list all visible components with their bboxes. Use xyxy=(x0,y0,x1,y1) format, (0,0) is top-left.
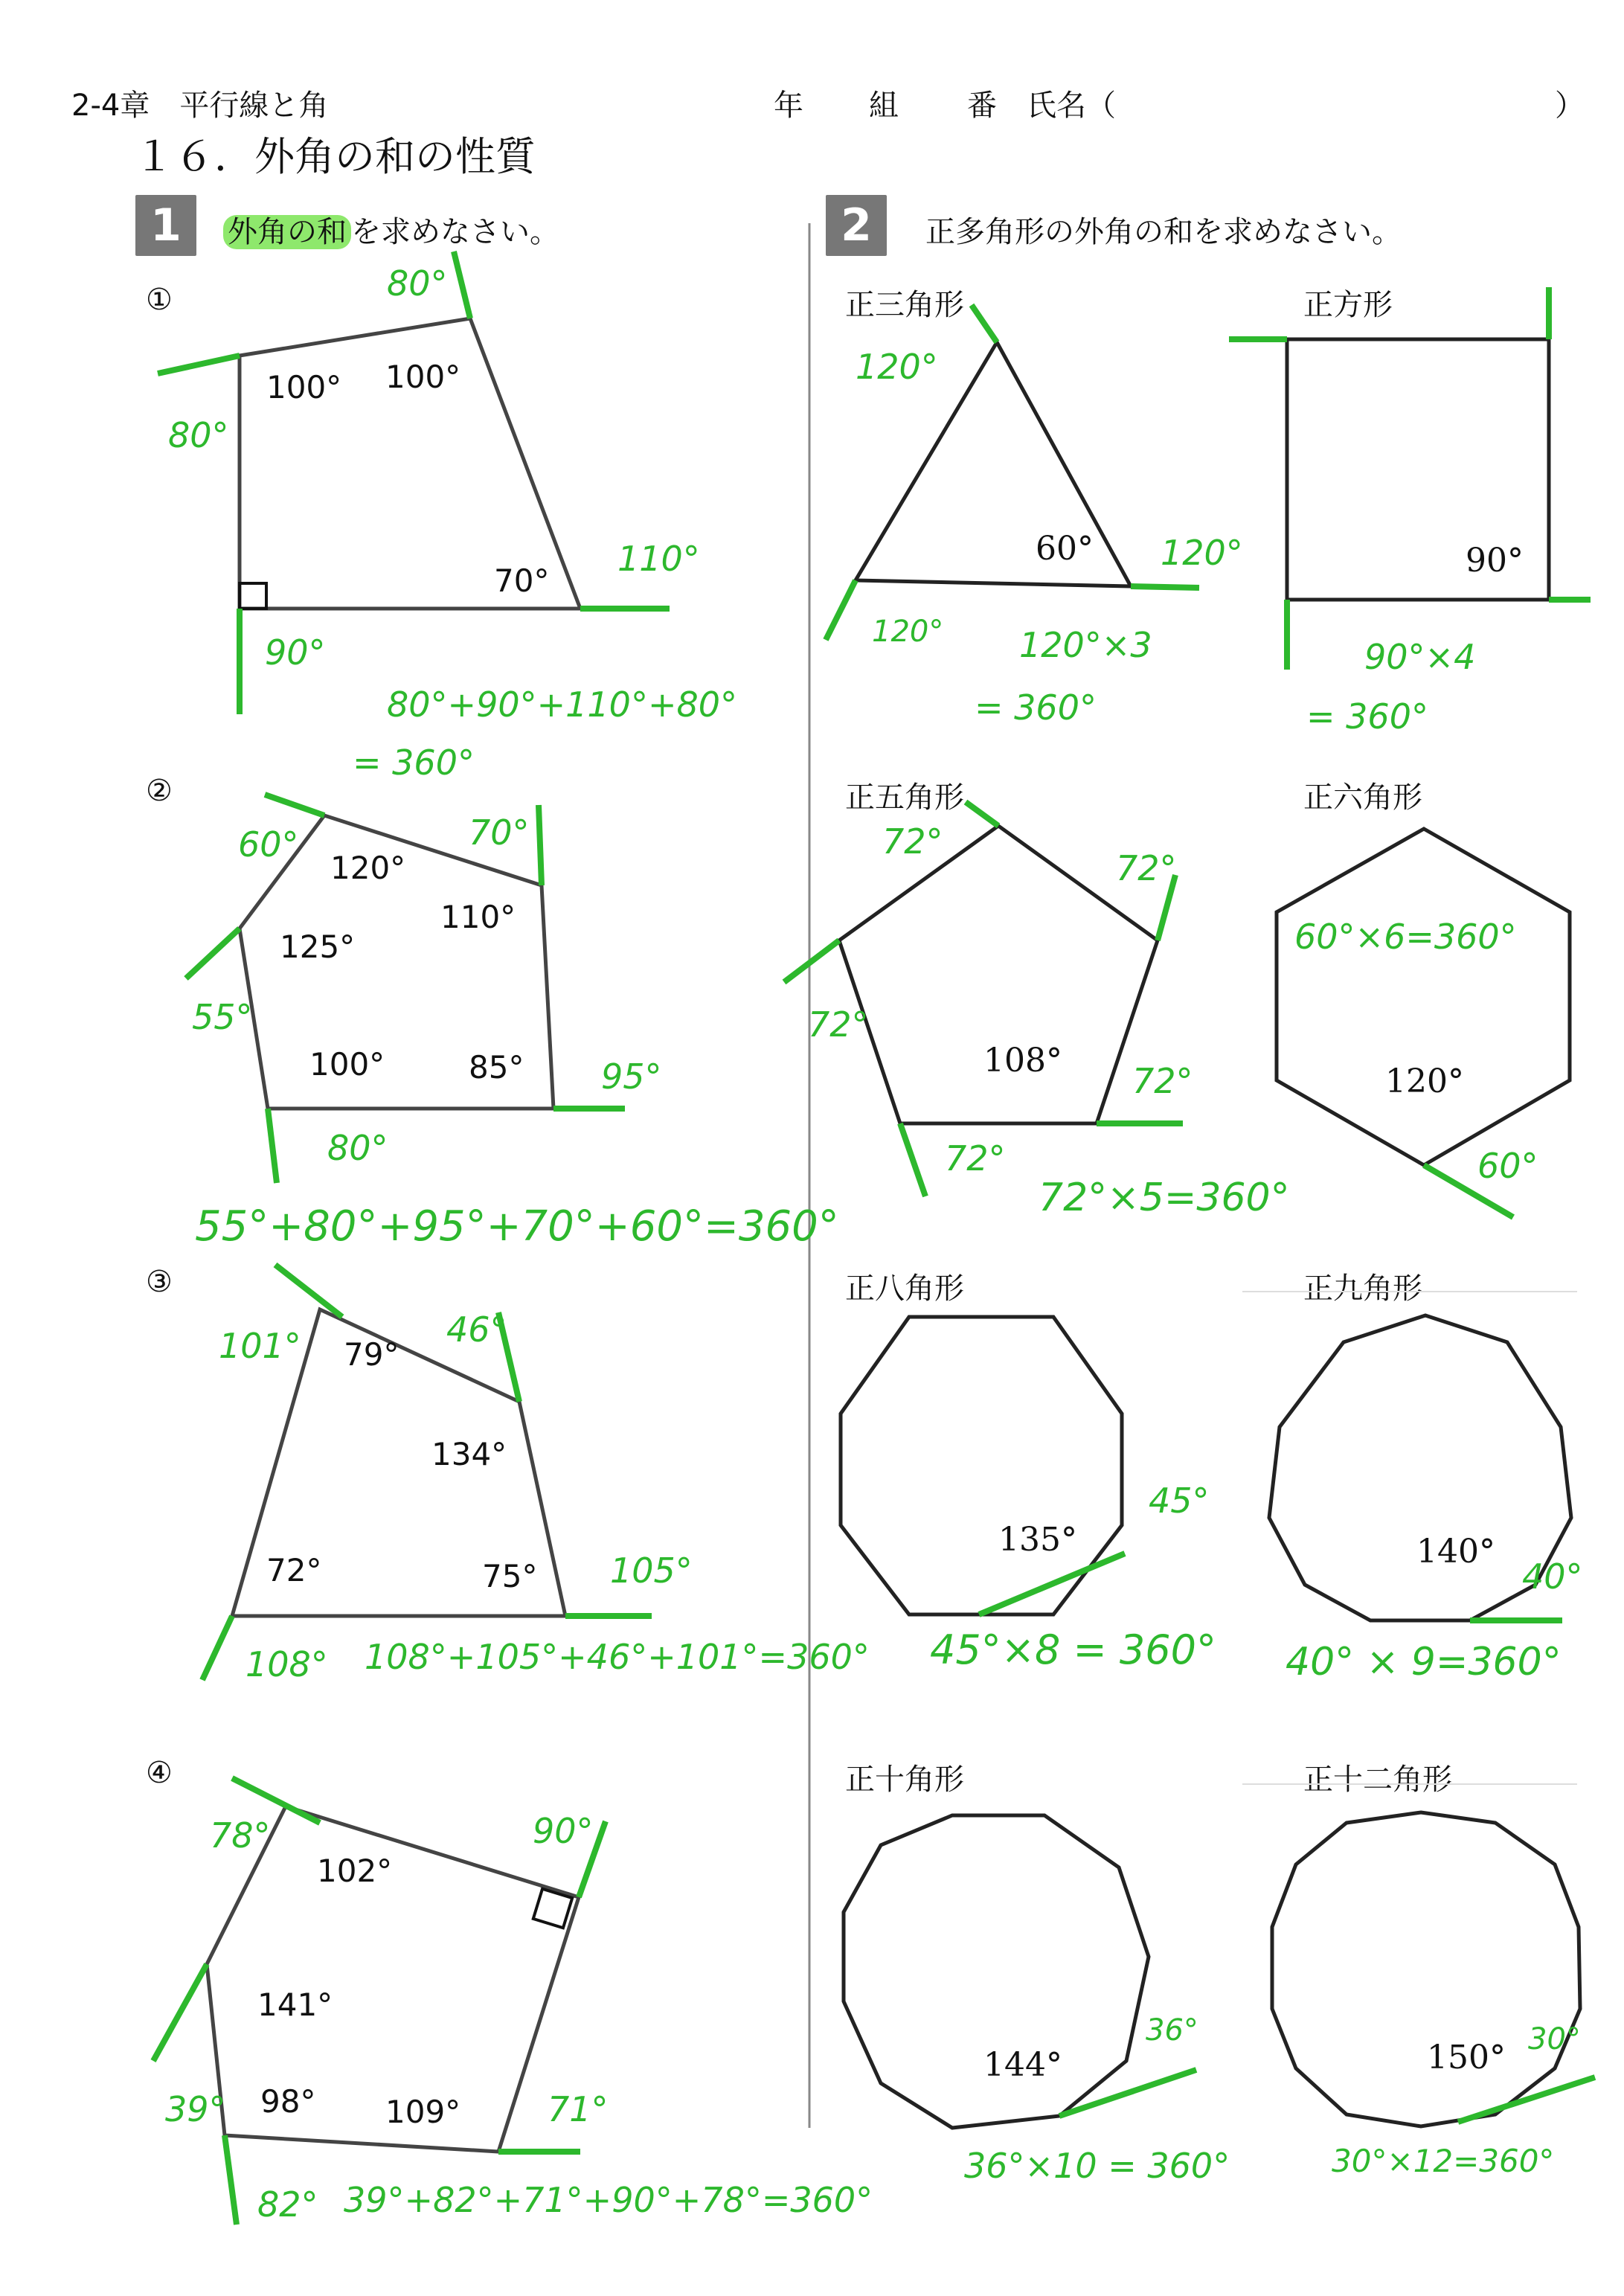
p2-exterior-2: 70° xyxy=(469,812,530,853)
p3-exterior-1: 101° xyxy=(219,1326,301,1366)
hexagon-interior: 120° xyxy=(1385,1062,1464,1100)
p3-interior-3: 72° xyxy=(266,1552,322,1588)
shape-label-nonagon: 正九角形 xyxy=(1303,1272,1422,1306)
p4-interior-2: 141° xyxy=(257,1986,333,2023)
nonagon-interior: 140° xyxy=(1416,1533,1495,1571)
number-label: 番 xyxy=(967,89,997,123)
triangle-exterior-3: 120° xyxy=(872,615,944,649)
triangle-interior: 60° xyxy=(1036,530,1094,568)
p3-interior-4: 75° xyxy=(482,1558,538,1594)
p4-exterior-1: 78° xyxy=(210,1815,271,1856)
p4-exterior-4: 71° xyxy=(548,2089,609,2129)
p3-answer-1: 108°+105°+46°+101°=360° xyxy=(365,1637,870,1677)
shape-label-triangle: 正三角形 xyxy=(845,288,964,322)
problem-1-figure xyxy=(158,251,670,714)
p2-interior-3: 110° xyxy=(440,899,516,935)
triangle-answer-1: 120°×3 xyxy=(1019,625,1152,665)
page-title: １６．外角の和の性質 xyxy=(134,133,536,180)
decagon-answer-1: 36°×10 = 360° xyxy=(964,2146,1230,2186)
nonagon-answer-1: 40° × 9=360° xyxy=(1286,1640,1562,1684)
pentagon-exterior-4: 72° xyxy=(1132,1061,1193,1101)
pentagon-interior: 108° xyxy=(983,1042,1062,1080)
p4-exterior-2: 90° xyxy=(533,1811,594,1851)
octagon-answer-1: 45°×8 = 360° xyxy=(930,1626,1216,1673)
name-label: 氏名（ xyxy=(1027,89,1116,123)
pentagon-exterior-3: 72° xyxy=(808,1004,869,1045)
decagon-exterior-1: 36° xyxy=(1146,2013,1198,2048)
p1-exterior-1: 80° xyxy=(387,263,448,304)
class-label: 組 xyxy=(869,89,899,123)
dodecagon-interior: 150° xyxy=(1427,2039,1506,2077)
decagon-interior: 144° xyxy=(983,2046,1062,2084)
nonagon-exterior-1: 40° xyxy=(1522,1556,1583,1597)
shape-label-pentagon: 正五角形 xyxy=(845,780,964,815)
p4-interior-3: 98° xyxy=(260,2083,316,2120)
square-figure xyxy=(1229,287,1591,670)
p1-exterior-2: 80° xyxy=(168,415,229,455)
year-label: 年 xyxy=(774,89,803,123)
octagon-exterior-1: 45° xyxy=(1149,1481,1210,1521)
shape-label-dodecagon: 正十二角形 xyxy=(1303,1763,1452,1797)
instruction-rest: を求めなさい。 xyxy=(351,215,559,249)
p2-interior-1: 120° xyxy=(330,850,406,886)
p3-interior-2: 134° xyxy=(431,1436,507,1472)
triangle-exterior-1: 120° xyxy=(856,347,938,387)
p2-answer-1: 55°+80°+95°+70°+60°=360° xyxy=(195,1202,839,1251)
p4-exterior-3: 39° xyxy=(165,2089,226,2129)
dodecagon-exterior-1: 30° xyxy=(1528,2022,1581,2056)
problem-1-label: ① xyxy=(146,283,173,317)
p2-exterior-3: 55° xyxy=(192,997,253,1037)
square-interior: 90° xyxy=(1466,542,1524,580)
shape-label-hexagon: 正六角形 xyxy=(1303,780,1422,815)
problem-2-label: ② xyxy=(146,774,173,808)
problem-4-label: ④ xyxy=(146,1756,173,1790)
p3-interior-1: 79° xyxy=(344,1336,399,1373)
p1-answer-1: 80°+90°+110°+80° xyxy=(387,684,738,725)
p1-interior-1: 100° xyxy=(266,369,342,405)
triangle-exterior-2: 120° xyxy=(1161,533,1243,573)
p1-exterior-3: 110° xyxy=(617,539,700,579)
pentagon-exterior-2: 72° xyxy=(1116,848,1177,888)
name-close: ） xyxy=(1555,89,1585,123)
p1-answer-2: = 360° xyxy=(353,743,475,783)
dodecagon-figure xyxy=(1272,1812,1595,2126)
p3-exterior-2: 46° xyxy=(446,1309,507,1350)
section-1-number: 1 xyxy=(135,195,196,256)
shape-label-decagon: 正十角形 xyxy=(845,1763,964,1797)
square-answer-1: 90°×4 xyxy=(1364,637,1476,677)
hexagon-exterior-1: 60° xyxy=(1477,1146,1538,1186)
p3-exterior-3: 105° xyxy=(610,1551,693,1591)
triangle-answer-2: = 360° xyxy=(975,687,1097,728)
p1-exterior-4: 90° xyxy=(265,632,326,673)
chapter-label: 2-4章 平行線と角 xyxy=(71,89,329,123)
shape-label-square: 正方形 xyxy=(1303,288,1393,322)
p2-interior-4: 100° xyxy=(309,1046,385,1083)
octagon-figure xyxy=(841,1317,1125,1614)
p4-answer-1: 39°+82°+71°+90°+78°=360° xyxy=(344,2180,873,2220)
pentagon-answer-1: 72°×5=360° xyxy=(1039,1176,1290,1220)
section-2-number: 2 xyxy=(826,195,887,256)
p2-exterior-5: 80° xyxy=(327,1128,388,1168)
p3-exterior-4: 108° xyxy=(245,1644,328,1684)
problem-3-label: ③ xyxy=(146,1265,173,1299)
p4-interior-1: 102° xyxy=(317,1853,393,1889)
p4-interior-4: 109° xyxy=(385,2094,461,2130)
pentagon-exterior-1: 72° xyxy=(882,821,943,862)
right-angle-mark xyxy=(240,583,266,609)
p1-interior-3: 70° xyxy=(494,562,550,599)
p4-exterior-5: 82° xyxy=(257,2184,318,2225)
hexagon-answer-1: 60°×6=360° xyxy=(1294,917,1517,957)
p2-exterior-1: 60° xyxy=(238,824,299,865)
section-2-instruction: 正多角形の外角の和を求めなさい。 xyxy=(925,215,1402,249)
pentagon-exterior-5: 72° xyxy=(945,1138,1006,1179)
p2-interior-2: 125° xyxy=(280,929,356,965)
p1-interior-2: 100° xyxy=(385,359,461,395)
octagon-interior: 135° xyxy=(998,1521,1077,1559)
dodecagon-answer-1: 30°×12=360° xyxy=(1332,2143,1555,2179)
instruction-highlight: 外角の和 xyxy=(223,215,351,249)
p2-exterior-4: 95° xyxy=(601,1056,662,1097)
square-answer-2: = 360° xyxy=(1306,696,1428,737)
p2-interior-5: 85° xyxy=(469,1049,524,1086)
shape-label-octagon: 正八角形 xyxy=(845,1272,964,1306)
